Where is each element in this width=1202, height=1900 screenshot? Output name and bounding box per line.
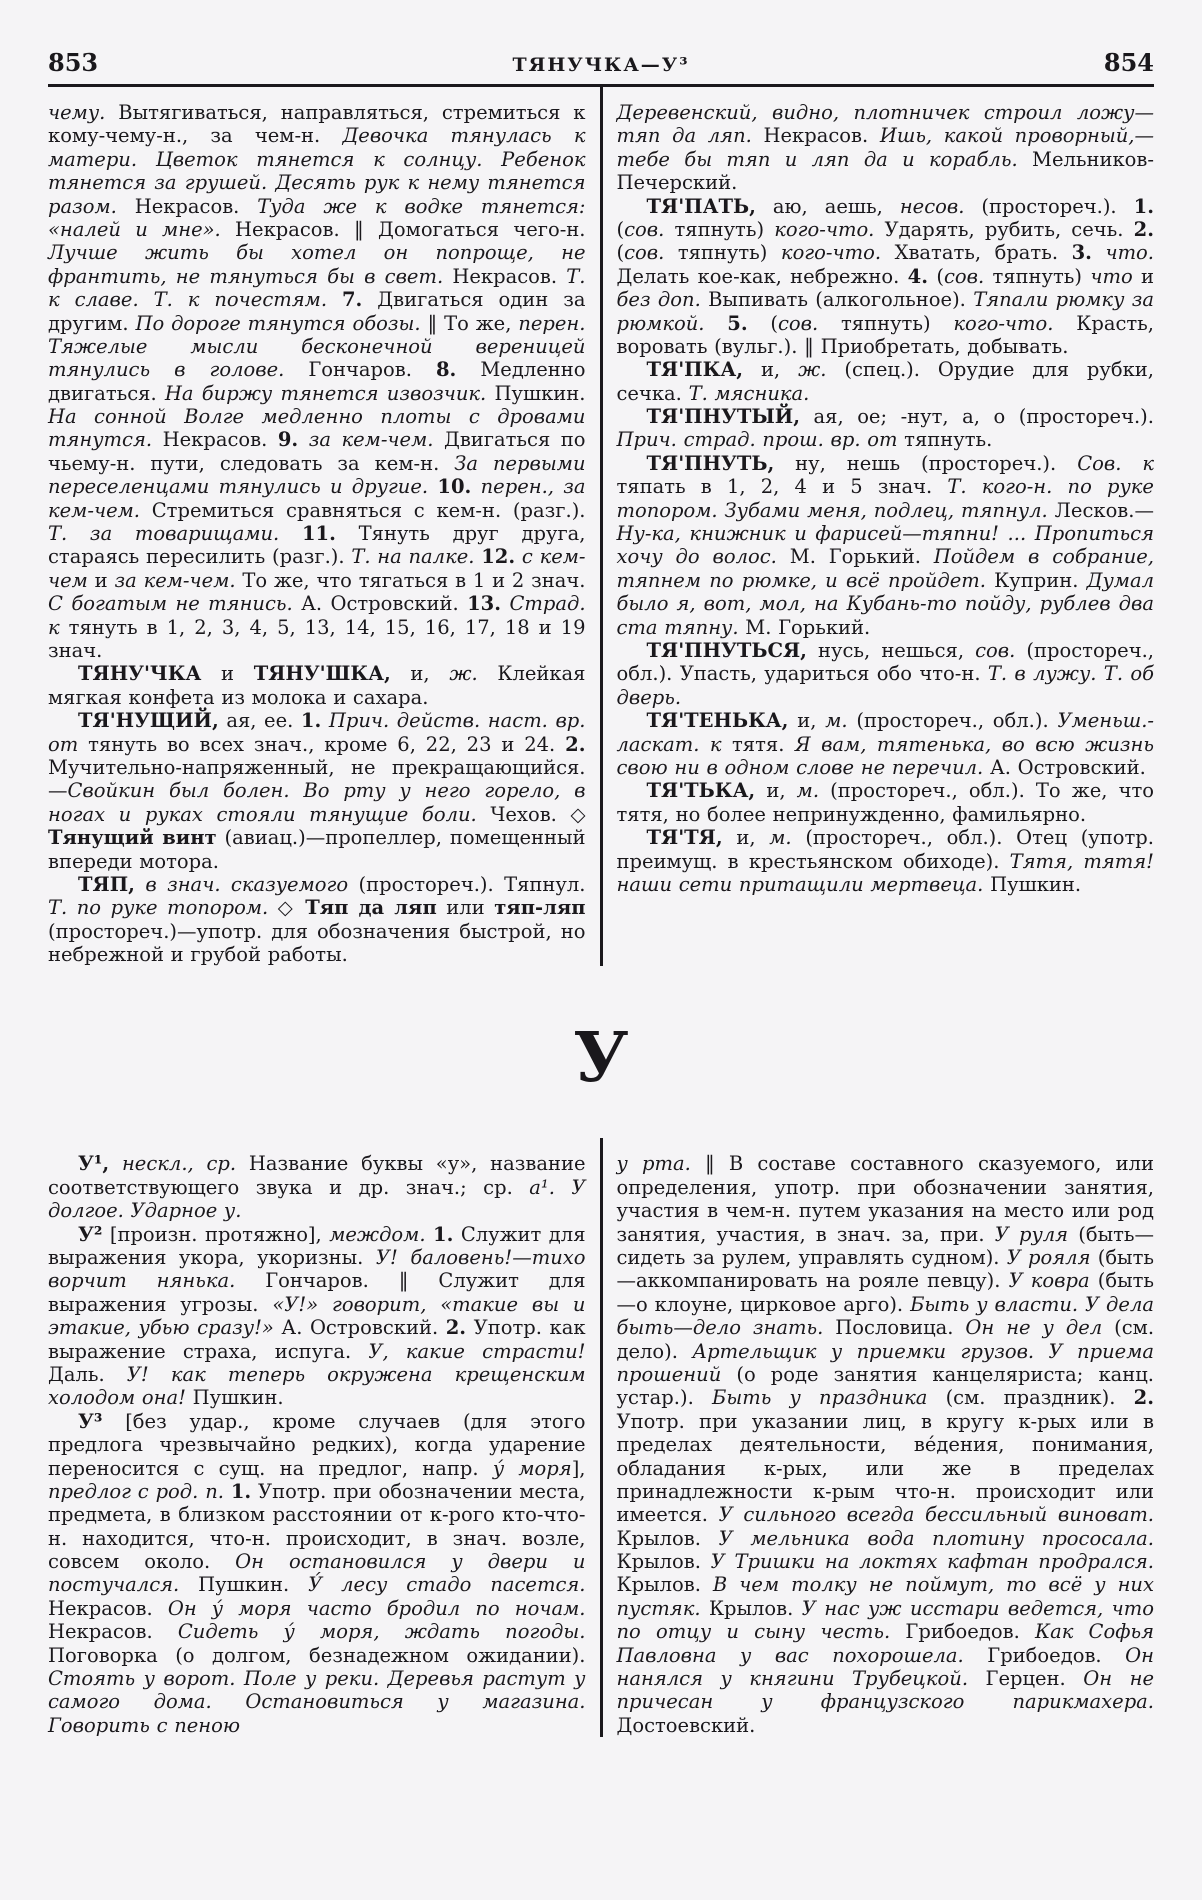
text-run: (простореч., обл.). bbox=[847, 709, 1058, 733]
text-run: У ковра bbox=[1008, 1269, 1090, 1293]
text-run: (простореч.). bbox=[964, 194, 1134, 218]
dictionary-paragraph bbox=[48, 709, 586, 873]
text-run: ТЯ'ПНУТЬ, bbox=[646, 451, 775, 475]
text-run: 1. bbox=[230, 1479, 252, 1503]
text-run: ‖ То же, bbox=[420, 311, 519, 335]
text-run: Лучше жить бы хотел он попроще, не франтить, не тянуться бы в свет. bbox=[48, 241, 586, 288]
text-run: Он не у дел bbox=[965, 1316, 1103, 1340]
text-run: тяпнуть) bbox=[818, 311, 954, 335]
text-run: м. bbox=[796, 779, 820, 803]
text-run: ТЯ'ПНУТЫЙ, bbox=[646, 405, 800, 429]
dictionary-paragraph bbox=[617, 195, 1155, 359]
text-run: за кем-чем. bbox=[308, 428, 434, 452]
text-run: (простореч.)—употр. для обозначения быстрой, но небрежной и грубой работы. bbox=[48, 919, 586, 967]
text-run: перен. bbox=[518, 311, 586, 335]
section-letter-heading: У bbox=[573, 1018, 629, 1099]
text-run: Некрасов. ‖ Домогаться чего-н. bbox=[220, 217, 586, 241]
dictionary-paragraph bbox=[617, 826, 1155, 896]
text-run: Красть, воровать (вульг.). ‖ Приобретать, добывать. bbox=[616, 311, 1154, 358]
text-run: 4. bbox=[907, 264, 929, 288]
text-run: Артельщик у приемки грузов. У приема прошений bbox=[616, 1339, 1154, 1386]
text-run bbox=[279, 522, 302, 545]
text-run bbox=[298, 428, 309, 451]
text-run: за кем-чем. bbox=[114, 568, 236, 592]
text-run: У руля bbox=[994, 1222, 1069, 1246]
text-run: У¹, bbox=[78, 1152, 110, 1176]
text-run: сов. bbox=[943, 264, 985, 288]
text-run: сов. bbox=[624, 241, 665, 265]
text-run bbox=[428, 475, 437, 498]
text-run: (простореч., обл.). То же, что тятя, но более непринужденно, фамильярно. bbox=[616, 779, 1155, 826]
text-run: Туда же к водке тянется: «налей и мне». bbox=[48, 194, 586, 241]
text-run: 8. bbox=[435, 358, 457, 382]
text-run: кого-что. bbox=[953, 311, 1054, 335]
text-run: [без удар., кроме случаев (для этого предлога чрезвычайно редких), когда ударение переносится с сущ. на предлог, напр. bbox=[48, 1409, 586, 1480]
text-run: Как Софья Павловна у вас похорошела. bbox=[616, 1620, 1155, 1667]
text-run: Он не причесан у французского парикмахера. bbox=[616, 1667, 1154, 1714]
text-run: У мельника вода плотину прососала. bbox=[718, 1526, 1154, 1550]
text-run: Стремиться сравняться с кем-н. (разг.). bbox=[139, 498, 586, 522]
text-run: тяпнуть. bbox=[897, 428, 993, 452]
text-run: У² bbox=[78, 1222, 103, 1246]
text-run: Думал было я, вот, мол, на Кубань-то пойду, рублев два ста тяпну. bbox=[616, 568, 1154, 639]
text-run: Крылов. bbox=[616, 1550, 711, 1574]
text-run: и, bbox=[390, 662, 450, 686]
text-run: Сидеть у́ моря, ждать погоды. bbox=[177, 1620, 586, 1644]
text-run: 1. bbox=[433, 1222, 454, 1246]
text-run bbox=[224, 1480, 231, 1503]
text-run: Вытягиваться, направляться, стремиться к кому-чему-н., за чем-н. bbox=[48, 101, 586, 148]
text-run: Некрасов. bbox=[48, 1596, 168, 1620]
text-run: (простореч., обл.). Отец (употр. преимущ. в крестьянском обиходе). bbox=[616, 826, 1154, 873]
text-run: перен., за кем-чем. bbox=[48, 475, 586, 522]
text-run: 2. bbox=[445, 1316, 467, 1340]
text-run: С богатым не тянись. bbox=[48, 592, 293, 616]
text-run: что. bbox=[1105, 241, 1154, 265]
text-run: что bbox=[1090, 264, 1133, 288]
text-run: Тяпали рюмку за рюмкой. bbox=[616, 288, 1154, 335]
text-run: Употр. при обозначении места, предмета, в близком расстоянии от к-рого кто-что-н. находится, что-н. происходит, в знач. возле, совсем около. bbox=[48, 1479, 586, 1574]
text-run: ну, нешь (простореч.). bbox=[774, 451, 1078, 475]
text-run: Грибоедов. bbox=[890, 1620, 1035, 1644]
text-run: тянуть во всех знач., кроме 6, 22, 23 и 24. bbox=[78, 732, 566, 756]
text-run: Двигаться по чьему-н. пути, следовать за кем-н. bbox=[48, 428, 586, 475]
text-run: Быть у праздника bbox=[712, 1386, 928, 1410]
text-run: Он остановился у двери и постучался. bbox=[48, 1550, 586, 1597]
text-run: м. bbox=[769, 826, 792, 850]
text-run: (о роде занятия канцеляриста; канц. устар.). bbox=[616, 1362, 1154, 1410]
text-run: тяп-ляп bbox=[494, 896, 586, 920]
text-run: Поговорка (о долгом, безнадежном ожидании). bbox=[48, 1643, 586, 1667]
text-run: 1. bbox=[1133, 194, 1154, 218]
dictionary-paragraph bbox=[48, 1223, 586, 1410]
text-run: Я вам, тятенька, во всю жизнь свою ни в одном слове не перечил. bbox=[616, 732, 1154, 779]
text-run: А. Островский. bbox=[273, 1316, 446, 1340]
text-run: Ударять, рубить, сечь. bbox=[874, 217, 1134, 241]
dictionary-paragraph bbox=[617, 1152, 1155, 1737]
text-run: тятя. bbox=[721, 732, 795, 756]
dictionary-paragraph bbox=[48, 662, 586, 709]
text-run: У! баловень!—тихо ворчит нянька. bbox=[48, 1246, 586, 1293]
text-run: Мучительно-напряженный, не прекращающийся.— bbox=[48, 755, 586, 803]
text-run: ТЯ'ТЕНЬКА, bbox=[646, 709, 789, 733]
text-run: с кем-чем bbox=[48, 545, 586, 592]
text-run: У долгое. Ударное у. bbox=[48, 1175, 586, 1223]
text-run: Т. кого-н. по руке топором. Зубами меня, подлец, тяпнул. bbox=[616, 475, 1154, 522]
dictionary-paragraph bbox=[617, 452, 1155, 639]
dictionary-paragraph bbox=[48, 873, 586, 967]
text-run: несов. bbox=[899, 194, 965, 218]
text-run: ая, ее. bbox=[218, 709, 301, 733]
text-run: у рта. bbox=[616, 1152, 691, 1176]
text-run: Уменьш.-ласкат. к bbox=[616, 709, 1154, 756]
dictionary-paragraph bbox=[617, 405, 1155, 452]
text-run bbox=[109, 1152, 122, 1175]
text-run: Грибоедов. bbox=[963, 1643, 1126, 1667]
text-run: Гончаров. ‖ Служит для выражения угрозы. bbox=[48, 1269, 586, 1316]
text-run: тянуть в 1, 2, 3, 4, 5, 13, 14, 15, 16, 17, 18 и 19 знач. bbox=[48, 615, 586, 662]
text-run: Т. по руке топором. bbox=[48, 896, 269, 920]
text-run: Крылов. bbox=[616, 1526, 719, 1550]
text-run: Крылов. bbox=[700, 1596, 802, 1620]
text-run: У нас уж исстари ведется, что по отцу и сыну честь. bbox=[616, 1596, 1154, 1644]
text-run: Т. в лужу. Т. об дверь. bbox=[616, 662, 1154, 709]
text-run: ТЯ'ПАТЬ, bbox=[646, 194, 756, 218]
text-run: и bbox=[87, 568, 115, 592]
text-run: кого-что. bbox=[780, 241, 882, 265]
text-run: [произн. протяжно], bbox=[102, 1222, 330, 1246]
bottom-section bbox=[48, 1138, 1154, 1737]
text-run: У рояля bbox=[1006, 1246, 1091, 1270]
text-run: Делать кое-как, небрежно. bbox=[616, 264, 908, 288]
dictionary-paragraph bbox=[617, 358, 1155, 405]
bottom-left-column bbox=[48, 1138, 600, 1737]
text-run: Ну-ка, книжник и фарисей—тяпни! ... Пропиться хочу до волос. bbox=[616, 522, 1154, 569]
text-run bbox=[426, 1223, 433, 1246]
running-head: ТЯНУЧКА—У³ bbox=[512, 54, 690, 76]
text-run: У! как теперь окружена крещенским холодом она! bbox=[48, 1362, 586, 1410]
text-run: междом. bbox=[329, 1222, 426, 1246]
text-run: 2. bbox=[565, 732, 586, 756]
text-run: и, bbox=[743, 358, 799, 382]
text-run: ТЯП, bbox=[78, 872, 135, 896]
dictionary-paragraph bbox=[617, 639, 1155, 709]
text-run: 1. bbox=[300, 709, 322, 733]
text-run: Страд. к bbox=[48, 592, 586, 639]
page-header bbox=[48, 48, 1154, 77]
text-run: У́ лесу стадо пасется. bbox=[308, 1573, 586, 1597]
text-run: ‖ В составе составного сказуемого, или определения, употр. при обозначении занятия, участия в чем-н. путем указания на место или род занятия, участия, в знач. за, при. bbox=[616, 1152, 1154, 1246]
text-run: 11. bbox=[301, 522, 336, 546]
text-run bbox=[135, 873, 145, 896]
text-run: ая, ое; -нут, а, о (простореч.). bbox=[800, 405, 1154, 429]
text-run: Куприн. bbox=[985, 568, 1087, 592]
text-run: ( bbox=[616, 217, 625, 241]
text-run: Ишь, какой проворный,—тебе бы тяп и ляп да и корабль. bbox=[616, 124, 1154, 171]
top-left-column bbox=[48, 87, 600, 966]
text-run: аю, аешь, bbox=[755, 194, 900, 218]
text-run: Он у́ моря часто бродил по ночам. bbox=[167, 1596, 586, 1620]
text-run: ( bbox=[747, 311, 778, 335]
text-run: Т. мясника. bbox=[688, 381, 810, 405]
text-run: Достоевский. bbox=[616, 1713, 756, 1737]
text-run: Клейкая мягкая конфета из молока и сахара. bbox=[48, 662, 586, 709]
dictionary-paragraph bbox=[48, 101, 586, 662]
text-run: А. Островский. bbox=[292, 592, 468, 616]
text-run: За первыми переселенцами тянулись и другие. bbox=[48, 451, 586, 499]
text-run bbox=[321, 709, 329, 732]
text-run: Свойкин был болен. Во рту у него горело, в ногах и руках стояли тянущие боли. bbox=[48, 779, 586, 826]
text-run: нескл., ср. bbox=[121, 1152, 237, 1176]
text-run: ], bbox=[571, 1456, 586, 1480]
text-run: Сов. к bbox=[1077, 451, 1154, 475]
text-run bbox=[555, 1176, 571, 1199]
text-run: Тяп да ляп bbox=[305, 896, 437, 920]
text-run: и, bbox=[788, 709, 826, 733]
text-run: нусь, нешься, bbox=[806, 638, 976, 662]
text-run: (простореч., обл.). Упасть, удариться обо что-н. bbox=[616, 638, 1154, 686]
text-run: кого-что. bbox=[774, 217, 875, 241]
text-run: Деревенский, видно, плотничек строил ложу—тяп да ляп. bbox=[616, 101, 1154, 148]
text-run: Чехов. ◇ bbox=[476, 802, 586, 826]
text-run: сов. bbox=[778, 311, 819, 335]
bottom-right-column bbox=[603, 1138, 1155, 1737]
text-run: Быть у власти. У дела быть—дело знать. bbox=[616, 1292, 1154, 1340]
text-run: 9. bbox=[277, 428, 299, 452]
text-run: ТЯНУ'ЧКА bbox=[78, 662, 202, 686]
text-run: и bbox=[1132, 264, 1155, 288]
text-run: тяпать в 1, 2, 4 и 5 знач. bbox=[616, 475, 948, 499]
text-run: У Тришки на локтях кафтан продрался. bbox=[710, 1550, 1154, 1574]
text-run: Пушкин. bbox=[983, 872, 1082, 896]
text-run: (быть—о клоуне, цирковое арго). bbox=[616, 1269, 1154, 1316]
top-section bbox=[48, 87, 1154, 966]
text-run: 3. bbox=[1071, 241, 1092, 265]
text-run: На биржу тянется извозчик. bbox=[164, 381, 487, 405]
page-number-right: 854 bbox=[1103, 48, 1154, 77]
text-run bbox=[704, 312, 727, 335]
text-run: Некрасов. bbox=[152, 428, 278, 452]
text-run: Прич. действ. наст. вр. от bbox=[48, 709, 586, 756]
text-run: По дороге тянутся обозы. bbox=[135, 311, 421, 335]
text-run: Употр. как выражение страха, испуга. bbox=[48, 1316, 586, 1363]
text-run: ТЯ'ПНУТЬСЯ, bbox=[646, 638, 807, 662]
text-run: чему. bbox=[48, 101, 106, 124]
text-run bbox=[1092, 241, 1106, 264]
text-run: У сильного всегда бессильный виноват. bbox=[718, 1503, 1155, 1527]
text-run: ТЯ'ТЬКА, bbox=[646, 779, 756, 803]
text-run: Т. к славе. Т. к почестям. bbox=[48, 264, 586, 312]
text-run: Тянуть друг друга, стараясь пересилить (разг.). bbox=[48, 522, 586, 569]
text-run: и, bbox=[755, 779, 797, 803]
text-run bbox=[327, 288, 342, 311]
text-run: Некрасов. bbox=[48, 1620, 178, 1644]
page-number-left: 853 bbox=[48, 48, 99, 77]
dictionary-paragraph bbox=[617, 709, 1155, 779]
text-run: У³ bbox=[78, 1409, 103, 1433]
text-run: Герцен. bbox=[968, 1667, 1084, 1691]
text-run: Т. за товарищами. bbox=[48, 522, 280, 546]
text-run: (см. дело). bbox=[616, 1316, 1155, 1363]
text-run: Лесков.— bbox=[1047, 498, 1154, 522]
text-run: Пушкин. bbox=[486, 381, 586, 405]
text-run: 10. bbox=[437, 475, 472, 499]
text-run: Служит для выражения укора, укоризны. bbox=[48, 1222, 586, 1270]
text-run: На сонной Волге медленно плоты с дровами тянутся. bbox=[48, 405, 586, 452]
text-run: Прич. страд. прош. вр. от bbox=[616, 428, 898, 452]
text-run: или bbox=[436, 896, 495, 920]
text-run: м. bbox=[825, 709, 848, 733]
text-run: Двигаться один за другим. bbox=[48, 288, 586, 335]
text-run: (быть—аккомпанировать на рояле певцу). bbox=[616, 1246, 1154, 1293]
top-right-column bbox=[603, 87, 1155, 966]
text-run: Пушкин. bbox=[185, 1386, 284, 1410]
text-run: ТЯ'ПКА, bbox=[646, 358, 744, 382]
text-run: предлог с род. п. bbox=[48, 1479, 224, 1503]
text-run: сов. bbox=[975, 638, 1016, 662]
dictionary-paragraph bbox=[48, 1410, 586, 1737]
text-run: (см. праздник). bbox=[927, 1386, 1134, 1410]
text-run: Употр. при указании лиц, в кругу к-рых или в пределах деятельности, ве́дения, понимания, обладания к-рых, или же в пределах принадлежности к-рым что-н. происходит или имеется. bbox=[616, 1409, 1154, 1527]
text-run: Т. на палке. bbox=[351, 545, 475, 569]
text-run: Пушкин. bbox=[179, 1573, 309, 1597]
text-run: М. Горький. bbox=[776, 545, 934, 569]
text-run: ТЯНУ'ШКА, bbox=[253, 662, 391, 686]
text-run: в знач. сказуемого bbox=[145, 872, 349, 896]
text-run: Девочка тянулась к матери. Цветок тянется к солнцу. Ребенок тянется за грушей. Десять рук к нему тянется разом. bbox=[48, 124, 586, 218]
text-run: Тяжелые мысли бесконечной вереницей тянулись в голове. bbox=[48, 334, 586, 382]
text-run: (быть—сидеть за рулем, управлять судном). bbox=[616, 1222, 1154, 1270]
text-run: ж. bbox=[798, 358, 827, 382]
text-run: А. Островский. bbox=[983, 755, 1146, 779]
text-run: Тянущий винт bbox=[48, 826, 217, 850]
text-run: сов. bbox=[624, 217, 665, 241]
text-run: Он нанялся у княгини Трубецкой. bbox=[616, 1643, 1154, 1691]
text-run: Стоять у ворот. Поле у реки. Деревья растут у самого дома. Остановиться у магазина. Говорить с пеною bbox=[48, 1667, 586, 1737]
text-run: Гончаров. bbox=[284, 358, 436, 382]
text-run: Некрасов. bbox=[751, 124, 880, 148]
text-run: Хватать, брать. bbox=[881, 241, 1072, 265]
text-run bbox=[515, 545, 522, 568]
text-run: ТЯ'ТЯ, bbox=[646, 826, 723, 850]
text-run: без доп. bbox=[616, 288, 701, 312]
text-run: ж. bbox=[449, 662, 478, 686]
text-run: тяпнуть) bbox=[984, 264, 1091, 288]
text-run: 2. bbox=[1133, 1386, 1154, 1410]
text-run: 7. bbox=[341, 288, 363, 312]
text-run: Даль. bbox=[48, 1362, 127, 1386]
text-run: Медленно двигаться. bbox=[48, 358, 586, 405]
dictionary-paragraph bbox=[48, 1152, 586, 1222]
text-run: В чем толку не поймут, то всё у них пустяк. bbox=[616, 1573, 1154, 1620]
text-run: Некрасов. bbox=[443, 264, 567, 288]
text-run: (авиац.)—пропеллер, помещенный впереди мотора. bbox=[48, 826, 586, 873]
text-run: и bbox=[201, 662, 254, 686]
dictionary-paragraph bbox=[617, 779, 1155, 826]
text-run: Выпивать (алкогольное). bbox=[700, 288, 974, 312]
text-run: (спец.). Орудие для рубки, сечка. bbox=[616, 358, 1154, 405]
text-run: ( bbox=[928, 264, 944, 288]
dictionary-paragraph bbox=[617, 101, 1155, 195]
text-run: 13. bbox=[467, 592, 502, 616]
text-run: ◇ bbox=[268, 896, 306, 920]
text-run: Некрасов. bbox=[116, 194, 258, 218]
text-run: Пойдем в собрание, тяпнем по рюмке, и всё пройдет. bbox=[616, 545, 1155, 592]
text-run: То же, что тягаться в 1 и 2 знач. bbox=[235, 568, 586, 592]
text-run: Название буквы «у», название соответствующего звука и др. знач.; ср. bbox=[48, 1152, 586, 1199]
text-run: тяпнуть) bbox=[664, 241, 781, 265]
text-run: и, bbox=[722, 826, 770, 850]
text-run: 2. bbox=[1133, 217, 1155, 241]
text-run: (простореч.). Тяпнул. bbox=[348, 872, 586, 896]
text-run: У, какие страсти! bbox=[368, 1339, 586, 1363]
text-run: ( bbox=[616, 241, 625, 265]
text-run: «У!» говорит, «такие вы и этакие, убью сразу!» bbox=[48, 1292, 586, 1340]
text-run: Пословица. bbox=[823, 1316, 966, 1340]
text-run: Крылов. bbox=[616, 1573, 713, 1597]
text-run: Тятя, тятя! наши сети притащили мертвеца. bbox=[616, 849, 1154, 896]
text-run: 12. bbox=[481, 545, 516, 569]
text-run bbox=[471, 475, 480, 498]
text-run: тяпнуть) bbox=[664, 217, 775, 241]
text-run: ТЯ'НУЩИЙ, bbox=[78, 709, 219, 733]
text-run: у́ моря bbox=[492, 1456, 572, 1480]
text-run: М. Горький. bbox=[738, 615, 871, 639]
text-run: 5. bbox=[727, 311, 748, 335]
text-run: а¹. bbox=[529, 1175, 555, 1199]
text-run: Мельников-Печерский. bbox=[616, 147, 1154, 195]
